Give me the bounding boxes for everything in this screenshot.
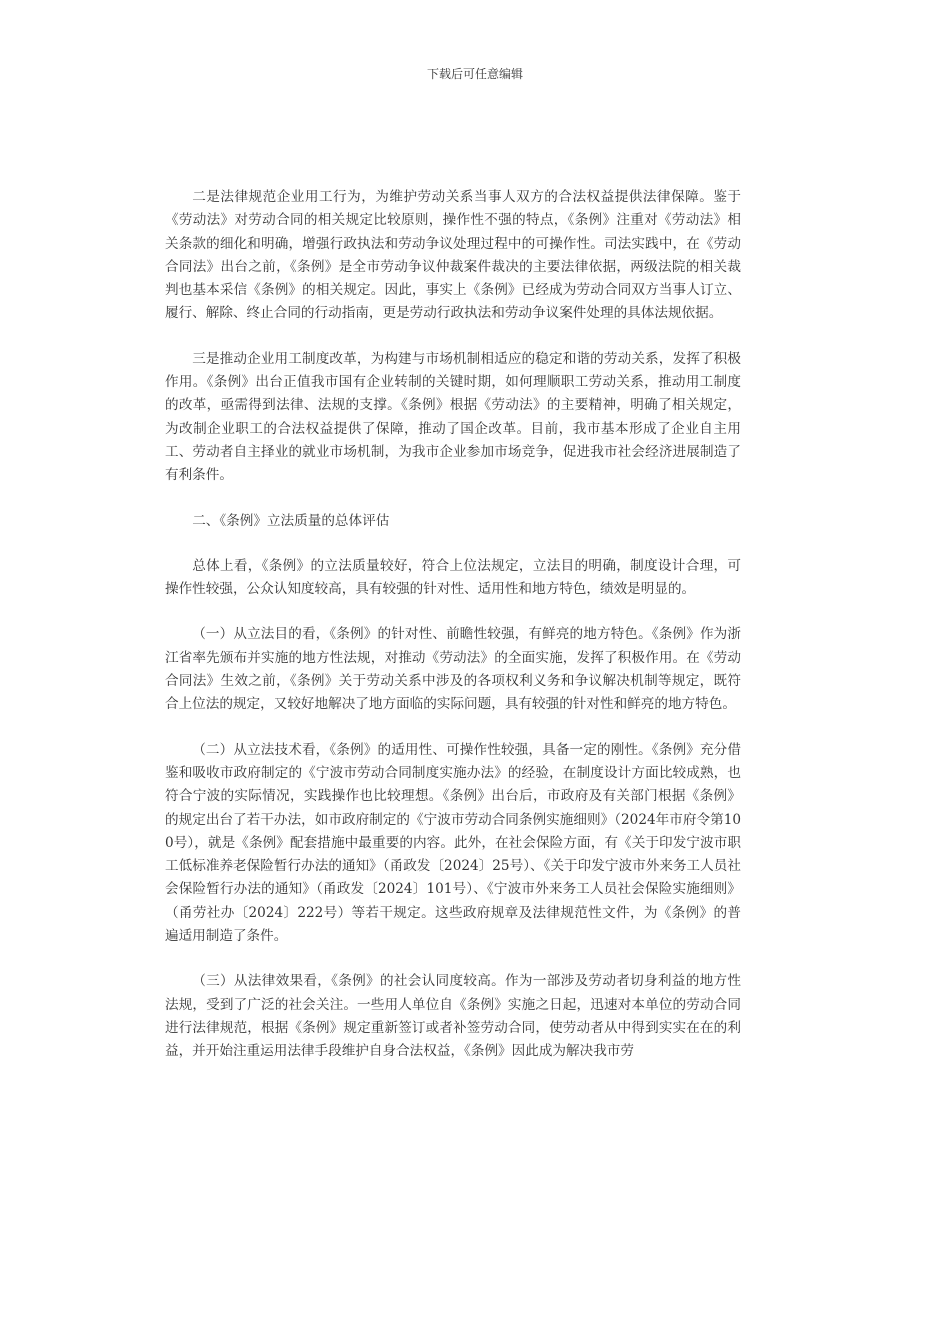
paragraph-overall-summary: 总体上看，《条例》的立法质量较好，符合上位法规定，立法目的明确，制度设计合理，可操作性较强，公众认知度较高，具有较强的针对性、适用性和地方特色，绩效是明显的。	[165, 557, 741, 598]
section-heading-overall-evaluation: 二、《条例》立法质量的总体评估	[192, 512, 390, 529]
paragraph-legal-effect: （三）从法律效果看，《条例》的社会认同度较高。作为一部涉及劳动者切身利益的地方性法规，受到了广泛的社会关注。一些用人单位自《条例》实施之日起，迅速对本单位的劳动合同进行法律规范，根据《条例》规定重新签订或者补签劳动合同，使劳动者从中得到实实在在的利益，并开始注重运用法律手段维护自身合法权益，《条例》因此成为解决我市劳	[165, 973, 741, 1060]
paragraph-point-two: 二是法律规范企业用工行为，为维护劳动关系当事人双方的合法权益提供法律保障。鉴于《劳动法》对劳动合同的相关规定比较原则，操作性不强的特点，《条例》注重对《劳动法》相关条款的细化和明确，增强行政执法和劳动争议处理过程中的可操作性。司法实践中，在《劳动合同法》出台之前，《条例》是全市劳动争议仲裁案件裁决的主要法律依据，两级法院的相关裁判也基本采信《条例》的相关规定。因此，事实上《条例》已经成为劳动合同双方当事人订立、履行、解除、终止合同的行动指南，更是劳动行政执法和劳动争议案件处理的具体法规依据。	[165, 189, 741, 322]
page-header-note: 下载后可任意编辑	[426, 67, 523, 81]
paragraph-legislative-technique: （二）从立法技术看，《条例》的适用性、可操作性较强，具备一定的刚性。《条例》充分借鉴和吸收市政府制定的《宁波市劳动合同制度实施办法》的经验，在制度设计方面比较成熟，也符合宁波的实际情况，实践操作也比较理想。《条例》出台后，市政府及有关部门根据《条例》的规定出台了若干办法，如市政府制定的《宁波市劳动合同条例实施细则》（2024年市府令第100号），就是《条例》配套措施中最重要的内容。此外，在社会保险方面，有《关于印发宁波市职工低标准养老保险暂行办法的通知》（甬政发〔2024〕25号）、《关于印发宁波市外来务工人员社会保险暂行办法的通知》（甬政发〔2024〕101号）、《宁波市外来务工人员社会保险实施细则》（甬劳社办〔2024〕222号）等若干规定。这些政府规章及法律规范性文件，为《条例》的普遍适用制造了条件。	[165, 741, 741, 945]
document-body	[165, 186, 741, 1086]
paragraph-legislative-purpose: （一）从立法目的看，《条例》的针对性、前瞻性较强，有鲜亮的地方特色。《条例》作为浙江省率先颁布并实施的地方性法规，对推动《劳动法》的全面实施，发挥了积极作用。在《劳动合同法》生效之前，《条例》关于劳动关系中涉及的各项权利义务和争议解决机制等规定，既符合上位法的规定，又较好地解决了地方面临的实际问题，具有较强的针对性和鲜亮的地方特色。	[165, 626, 741, 713]
paragraph-point-three: 三是推动企业用工制度改革，为构建与市场机制相适应的稳定和谐的劳动关系，发挥了积极作用。《条例》出台正值我市国有企业转制的关键时期，如何理顺职工劳动关系，推动用工制度的改革，亟需得到法律、法规的支撑。《条例》根据《劳动法》的主要精神，明确了相关规定，为改制企业职工的合法权益提供了保障，推动了国企改革。目前，我市基本形成了企业自主用工、劳动者自主择业的就业市场机制，为我市企业参加市场竞争，促进我市社会经济进展制造了有利条件。	[165, 350, 741, 484]
